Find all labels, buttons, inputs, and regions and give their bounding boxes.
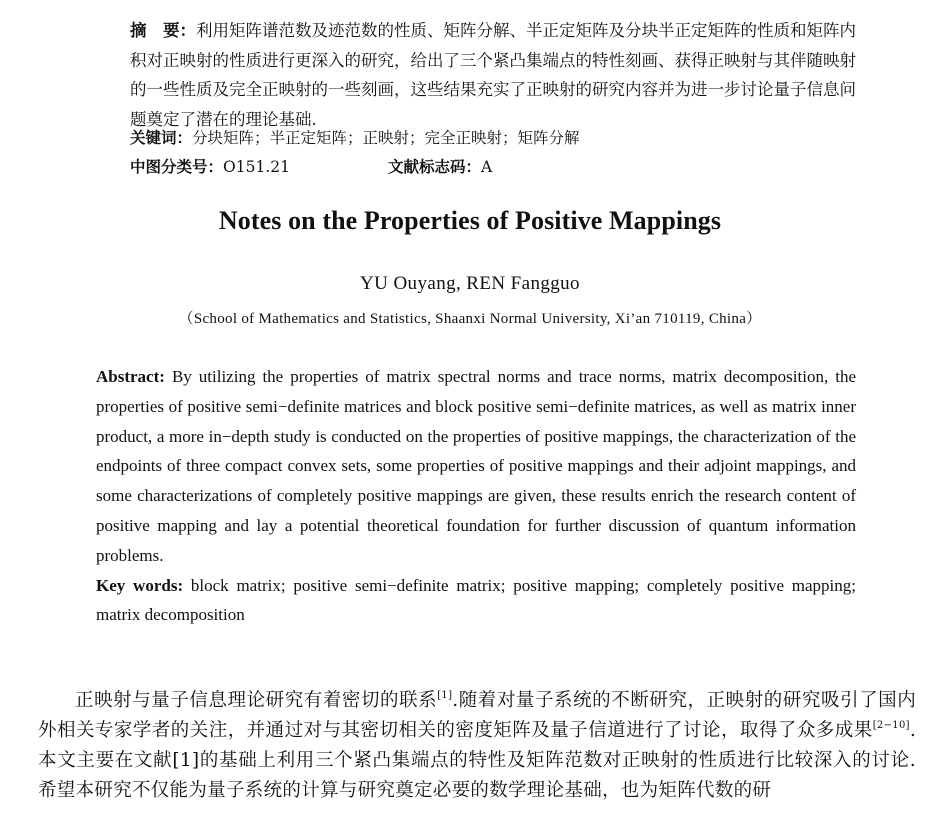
document-code-label: 文献标志码: [388, 157, 466, 176]
document-code-value: A: [481, 158, 493, 176]
chinese-keywords: 关键词：分块矩阵；半正定矩阵；正映射；完全正映射；矩阵分解: [130, 128, 580, 147]
english-keywords-label: Key words: [96, 575, 178, 595]
clc-label: 中图分类号: [130, 157, 208, 176]
english-keywords-text: block matrix; positive semi−definite matrix; positive mapping; completely positive mapping; matrix decomposition: [96, 575, 856, 625]
chinese-abstract-label: 摘 要: [130, 21, 180, 40]
english-abstract-text: By utilizing the properties of matrix spectral norms and trace norms, matrix decomposition, the properties of positive semi−definite matrices and block positive semi−definite matrices, as well as matrix inner product, a more in−depth study is conducted on the properties of positive mappings, the characterization of the endpoints of three compact convex sets, some properties of positive mappings and their adjoint mappings, and some characterizations of completely positive mappings are given, these results enrich the research content of positive mapping and lay a potential theoretical foundation for further discussion of quantum information problems.: [96, 367, 856, 565]
english-abstract-label: Abstract: [96, 367, 160, 386]
chinese-abstract: 摘 要：利用矩阵谱范数及迹范数的性质、矩阵分解、半正定矩阵及分块半正定矩阵的性质和矩阵内积对正映射的性质进行更深入的研究，给出了三个紧凸集端点的特性刻画、获得正映射与其伴随映射的一些性质及完全正映射的一些刻画，这些结果充实了正映射的研究内容并为进一步讨论量子信息问题奠定了潜在的理论基础.: [130, 21, 856, 129]
english-abstract: Abstract: By utilizing the properties of matrix spectral norms and trace norms, matrix decomposition, the properties of positive semi−definite matrices and block positive semi−definite matrices, as well as matrix inner product, a more in−depth study is conducted on the properties of positive mappings, the characterization of the endpoints of three compact convex sets, some properties of positive mappings and their adjoint mappings, and some characterizations of completely positive mappings are given, these results enrich the research content of positive mapping and lay a potential theoretical foundation for further discussion of quantum information problems. Key words: block matrix; positive semi−definite matrix; positive mapping; completely positive mapping; matrix decomposition: [96, 367, 856, 625]
chinese-classification: 中图分类号：O151.21 文献标志码：A: [130, 157, 493, 176]
english-affiliation: （School of Mathematics and Statistics, Shaanxi Normal University, Xi’an 710119, China）: [178, 311, 762, 327]
chinese-keywords-label: 关键词: [130, 128, 177, 147]
chinese-abstract-text: 利用矩阵谱范数及迹范数的性质、矩阵分解、半正定矩阵及分块半正定矩阵的性质和矩阵内积对正映射的性质进行更深入的研究，给出了三个紧凸集端点的特性刻画、获得正映射与其伴随映射的一些性质及完全正映射的一些刻画，这些结果充实了正映射的研究内容并为进一步讨论量子信息问题奠定了潜在的理论基础.: [130, 21, 856, 129]
english-title: Notes on the Properties of Positive Mappings: [218, 206, 722, 235]
body-text-part1: 正映射与量子信息理论研究有着密切的联系: [75, 690, 438, 711]
body-text-part2: .随着对量子系统的不断研究，正映射的研究吸引了国内外相关专家学者的关注，并通过对与其密切相关的密度矩阵及量子信道进行了讨论，取得了众多成果: [38, 690, 917, 741]
body-text-part3: .本文主要在文献[1]的基础上利用三个紧凸集端点的特性及矩阵范数对正映射的性质进行比较深入的讨论.希望本研究不仅能为量子系统的计算与研究奠定必要的数学理论基础，也为矩阵代数的研: [38, 720, 916, 801]
citation-2-10[interactable]: [2−10]: [872, 720, 910, 731]
chinese-keywords-text: 分块矩阵；半正定矩阵；正映射；完全正映射；矩阵分解: [192, 129, 580, 147]
body-paragraph: [38, 686, 916, 806]
citation-1[interactable]: [1]: [437, 690, 453, 701]
english-authors: YU Ouyang, REN Fangguo: [360, 273, 580, 294]
clc-value: O151.21: [223, 158, 290, 176]
